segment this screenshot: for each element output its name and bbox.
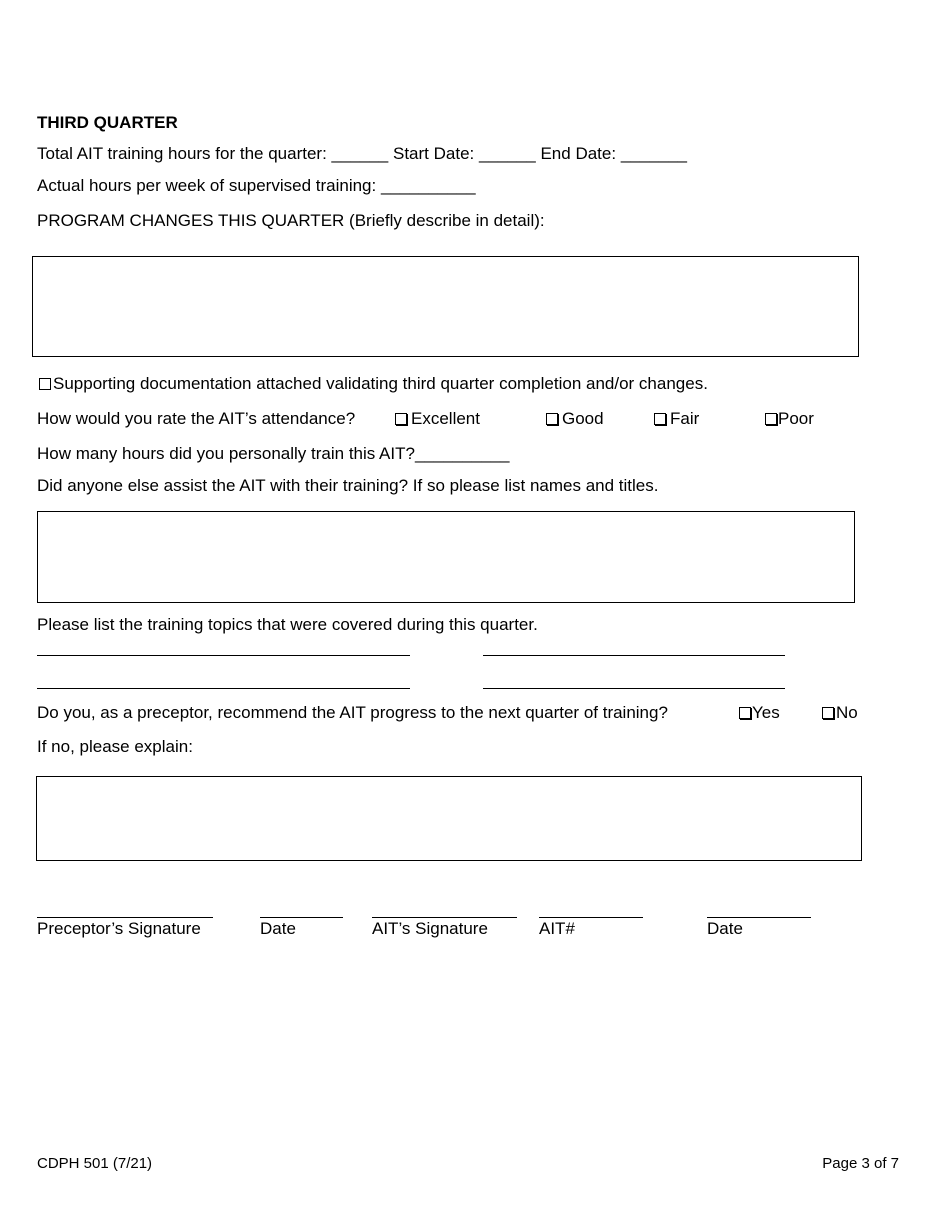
supporting-doc-label: Supporting documentation attached validating third quarter completion and/or changes. — [53, 374, 708, 393]
topic-line[interactable] — [483, 655, 785, 656]
start-date-label: Start Date: — [393, 144, 475, 163]
start-date-field[interactable]: ______ — [479, 144, 536, 163]
preceptor-date-line[interactable] — [260, 917, 343, 918]
topic-line[interactable] — [37, 655, 410, 656]
total-hours-label: Total AIT training hours for the quarter: — [37, 144, 327, 163]
ait-signature-line[interactable] — [372, 917, 517, 918]
attendance-question: How would you rate the AIT’s attendance? — [37, 409, 356, 428]
end-date-label: End Date: — [540, 144, 617, 163]
preceptor-signature-label: Preceptor’s Signature — [37, 919, 201, 938]
page-number: Page 3 of 7 — [822, 1155, 899, 1172]
attendance-option-fair[interactable]: Fair — [654, 409, 699, 429]
checkbox-icon[interactable] — [822, 707, 834, 719]
attendance-option-poor[interactable]: Poor — [765, 409, 814, 429]
weekly-hours-field[interactable]: __________ — [380, 176, 476, 195]
weekly-hours-label: Actual hours per week of supervised training: — [37, 176, 377, 195]
ait-number-label: AIT# — [539, 919, 575, 938]
supporting-doc-row — [39, 374, 708, 394]
end-date-field[interactable]: _______ — [620, 144, 687, 163]
ait-signature-label: AIT’s Signature — [372, 919, 488, 938]
supporting-doc-checkbox[interactable] — [39, 378, 51, 390]
attendance-option-excellent[interactable]: Excellent — [395, 409, 480, 429]
ait-date-label: Date — [707, 919, 743, 938]
ait-date-line[interactable] — [707, 917, 811, 918]
section-title: THIRD QUARTER — [37, 113, 178, 132]
checkbox-icon[interactable] — [654, 413, 666, 425]
ait-number-line[interactable] — [539, 917, 643, 918]
weekly-hours-line — [37, 176, 476, 196]
form-id: CDPH 501 (7/21) — [37, 1155, 153, 1172]
topic-line[interactable] — [483, 688, 785, 689]
assist-question: Did anyone else assist the AIT with their training? If so please list names and titles. — [37, 476, 659, 495]
checkbox-icon[interactable] — [739, 707, 751, 719]
recommend-no[interactable]: No — [822, 703, 858, 723]
total-hours-field[interactable]: ______ — [331, 144, 389, 163]
recommend-question: Do you, as a preceptor, recommend the AIT progress to the next quarter of training? — [37, 703, 668, 722]
checkbox-icon[interactable] — [765, 413, 777, 425]
hours-trained-line — [37, 444, 510, 464]
hours-trained-field[interactable]: __________ — [414, 444, 510, 463]
explain-label: If no, please explain: — [37, 737, 193, 756]
checkbox-icon[interactable] — [546, 413, 558, 425]
hours-line — [37, 144, 687, 164]
topic-line[interactable] — [37, 688, 410, 689]
attendance-option-good[interactable]: Good — [546, 409, 604, 429]
explain-textbox[interactable] — [36, 776, 862, 861]
checkbox-icon[interactable] — [395, 413, 407, 425]
preceptor-date-label: Date — [260, 919, 296, 938]
preceptor-signature-line[interactable] — [37, 917, 213, 918]
topics-label: Please list the training topics that were covered during this quarter. — [37, 615, 538, 634]
hours-trained-question: How many hours did you personally train this AIT? — [37, 444, 415, 463]
program-changes-textbox[interactable] — [32, 256, 859, 357]
assist-textbox[interactable] — [37, 511, 855, 603]
recommend-yes[interactable]: Yes — [739, 703, 780, 723]
program-changes-label: PROGRAM CHANGES THIS QUARTER (Briefly describe in detail): — [37, 211, 545, 230]
